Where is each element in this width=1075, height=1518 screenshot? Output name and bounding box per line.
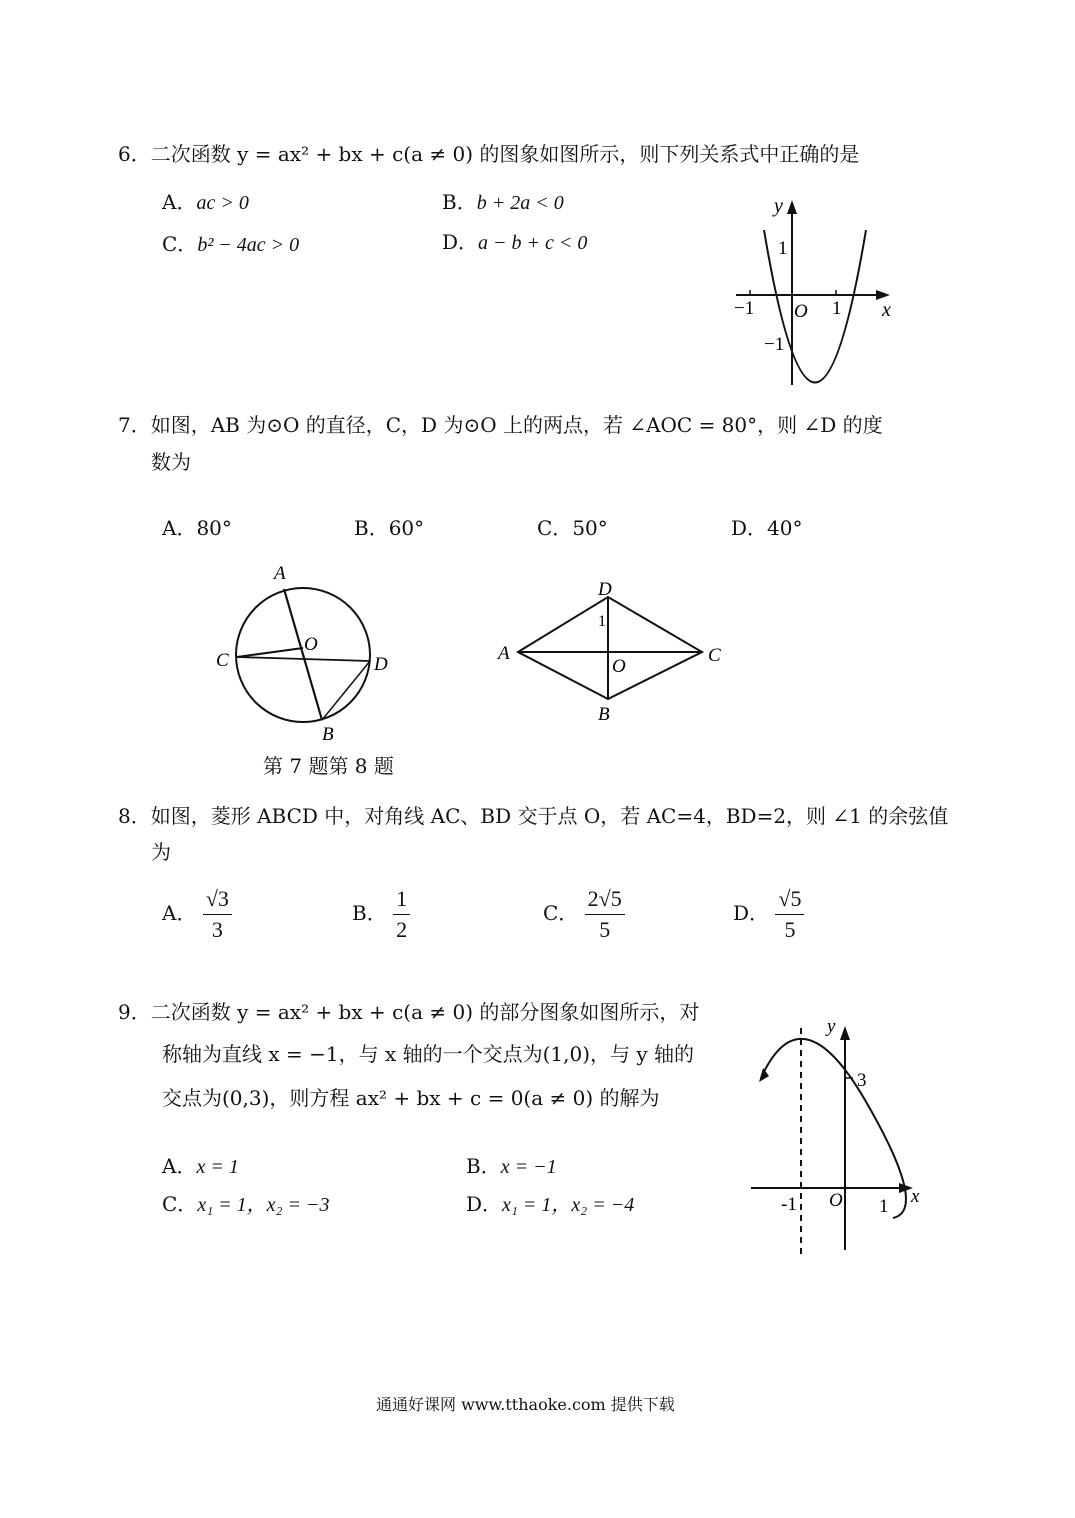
- option-text: x₁ = 1，x₂ = −3: [197, 1194, 330, 1216]
- option-text: b² − 4ac > 0: [197, 234, 300, 256]
- option-text: x = 1: [196, 1156, 239, 1178]
- q7-option-b[interactable]: [354, 512, 424, 541]
- rhombus-abcd: [518, 597, 702, 699]
- option-label: B．: [354, 516, 389, 540]
- option-label: B．: [466, 1154, 501, 1178]
- q9-parabola-graph: [745, 1010, 935, 1260]
- point-b-label: B: [322, 724, 334, 745]
- y-label: y: [827, 1016, 836, 1037]
- option-text: 60°: [388, 516, 425, 540]
- q7-option-c[interactable]: [537, 512, 608, 541]
- fraction: [775, 886, 804, 943]
- option-text: x = −1: [500, 1156, 557, 1178]
- y-axis-arrow: [787, 200, 797, 214]
- tick-label-x-neg: -1: [781, 1194, 797, 1215]
- option-label: C．: [543, 901, 579, 925]
- point-c-label: C: [216, 650, 229, 671]
- figure-caption: 第 7 题第 8 题: [263, 754, 394, 778]
- option-label: A．: [162, 901, 197, 925]
- q7-number: 7．: [118, 413, 151, 437]
- q7-option-a[interactable]: [162, 512, 232, 541]
- q6-option-a[interactable]: [162, 186, 249, 215]
- q9-option-c[interactable]: [162, 1188, 329, 1217]
- q6-parabola-graph: [730, 190, 920, 390]
- origin-label: O: [829, 1190, 843, 1211]
- option-label: C．: [162, 232, 198, 256]
- fraction: [203, 886, 232, 943]
- q6-number: 6．: [118, 142, 151, 166]
- center-o-label: O: [304, 634, 318, 655]
- q8-option-b[interactable]: [352, 886, 410, 943]
- q9-stem-line1: [118, 996, 699, 1025]
- point-o-label: O: [612, 656, 626, 677]
- option-label: C．: [537, 516, 573, 540]
- curve-arrow: [759, 1068, 769, 1082]
- tick-label-y: 3: [857, 1070, 867, 1091]
- q7-stem-line1: [118, 409, 883, 438]
- point-c-label: C: [708, 645, 721, 666]
- q6-text: 二次函数 y = ax² + bx + c(a ≠ 0) 的图象如图所示，则下列关系式中正确的是: [150, 142, 860, 166]
- y-label: y: [774, 195, 783, 217]
- q7-option-d[interactable]: [731, 512, 803, 541]
- fraction: [393, 886, 410, 943]
- q9-option-b[interactable]: [466, 1150, 557, 1179]
- q6-option-c[interactable]: [162, 228, 299, 257]
- point-d-label: D: [374, 654, 388, 675]
- option-label: C．: [162, 1192, 198, 1216]
- y-axis-arrow: [840, 1026, 850, 1040]
- x-label: x: [882, 299, 891, 321]
- rhombus-figure: [490, 575, 735, 725]
- q8-option-a[interactable]: [162, 886, 232, 943]
- denominator: 3: [211, 917, 223, 942]
- option-text: a − b + c < 0: [478, 232, 588, 254]
- q9-stem-line3: 交点为(0,3)，则方程 ax² + bx + c = 0(a ≠ 0) 的解为: [162, 1086, 660, 1110]
- option-text: x₁ = 1，x₂ = −4: [502, 1194, 635, 1216]
- q7-text: 如图，AB 为⊙O 的直径，C，D 为⊙O 上的两点，若 ∠AOC = 80°，则 ∠D 的度: [150, 413, 883, 437]
- option-text: b + 2a < 0: [476, 192, 564, 214]
- q8-number: 8．: [118, 804, 151, 828]
- tick-label-y-pos: 1: [778, 238, 788, 259]
- tick-label-x-neg: −1: [734, 298, 755, 319]
- q6-option-d[interactable]: [442, 226, 587, 255]
- q9-text: 二次函数 y = ax² + bx + c(a ≠ 0) 的部分图象如图所示，对: [150, 1000, 700, 1024]
- option-label: A．: [162, 1154, 197, 1178]
- numerator: √3: [203, 886, 232, 915]
- option-text: ac > 0: [196, 192, 249, 214]
- angle-1-label: 1: [598, 613, 606, 630]
- option-label: D．: [731, 516, 768, 540]
- option-text: 40°: [767, 516, 803, 540]
- point-d-label: D: [598, 579, 612, 600]
- q9-option-d[interactable]: [466, 1188, 634, 1217]
- option-label: A．: [162, 516, 197, 540]
- fraction: [585, 886, 625, 943]
- q8-stem-line2: 为: [151, 840, 171, 864]
- numerator: 2√5: [585, 886, 625, 915]
- denominator: 5: [599, 917, 611, 942]
- segment-co: [237, 648, 303, 657]
- q7-stem-line2: 数为: [151, 450, 191, 474]
- q6-stem: [118, 138, 859, 167]
- option-label: D．: [733, 901, 770, 925]
- option-text: 80°: [196, 516, 232, 540]
- option-label: A．: [162, 190, 197, 214]
- option-label: D．: [442, 230, 479, 254]
- point-b-label: B: [598, 704, 610, 725]
- tick-label-x-pos: 1: [832, 298, 842, 319]
- tick-label-y-neg: −1: [764, 334, 785, 355]
- numerator: 1: [393, 886, 410, 915]
- q9-stem-line2: 称轴为直线 x = −1，与 x 轴的一个交点为(1,0)，与 y 轴的: [162, 1042, 695, 1066]
- option-text: 50°: [572, 516, 608, 540]
- footer-text: 通通好课网 www.tthaoke.com 提供下载: [376, 1395, 675, 1414]
- q8-option-c[interactable]: [543, 886, 625, 943]
- point-a-label: A: [274, 563, 286, 584]
- option-label: D．: [466, 1192, 503, 1216]
- option-label: B．: [352, 901, 387, 925]
- q9-option-a[interactable]: [162, 1150, 239, 1179]
- denominator: 2: [396, 917, 408, 942]
- numerator: √5: [775, 886, 804, 915]
- point-a-label: A: [498, 643, 510, 664]
- tick-label-x-pos: 1: [879, 1196, 889, 1217]
- q8-option-d[interactable]: [733, 886, 804, 943]
- x-label: x: [911, 1186, 920, 1207]
- q6-option-b[interactable]: [442, 186, 564, 215]
- option-label: B．: [442, 190, 477, 214]
- q8-stem-line1: [118, 800, 948, 829]
- denominator: 5: [784, 917, 796, 942]
- chord-db: [322, 661, 370, 720]
- origin-label: O: [794, 301, 808, 322]
- q8-text: 如图，菱形 ABCD 中，对角线 AC、BD 交于点 O，若 AC=4，BD=2，则 ∠1 的余弦值: [150, 804, 949, 828]
- circle-figure: [210, 560, 400, 750]
- q9-number: 9．: [118, 1000, 151, 1024]
